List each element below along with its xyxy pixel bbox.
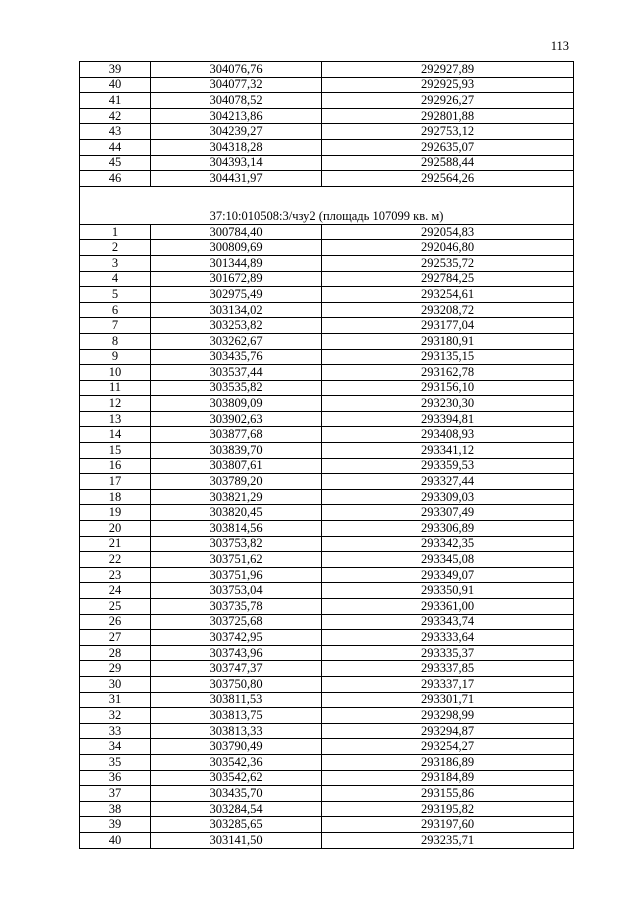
coord-y: 293350,91 bbox=[322, 583, 574, 599]
table-row bbox=[80, 365, 574, 381]
point-number: 32 bbox=[80, 708, 151, 724]
coord-y: 293337,17 bbox=[322, 676, 574, 692]
point-number: 20 bbox=[80, 521, 151, 537]
table-row bbox=[80, 754, 574, 770]
page-number: 113 bbox=[550, 39, 569, 53]
coord-x: 303753,82 bbox=[151, 536, 322, 552]
table-row bbox=[80, 155, 574, 171]
point-number: 40 bbox=[80, 77, 151, 93]
coord-x: 303747,37 bbox=[151, 661, 322, 677]
section-header bbox=[80, 186, 574, 224]
coord-y: 293162,78 bbox=[322, 365, 574, 381]
point-number: 37 bbox=[80, 786, 151, 802]
point-number: 40 bbox=[80, 832, 151, 848]
coord-x: 303790,49 bbox=[151, 739, 322, 755]
coord-x: 303735,78 bbox=[151, 599, 322, 615]
coord-y: 292753,12 bbox=[322, 124, 574, 140]
point-number: 43 bbox=[80, 124, 151, 140]
table-row bbox=[80, 224, 574, 240]
table-row bbox=[80, 318, 574, 334]
coord-x: 304076,76 bbox=[151, 62, 322, 78]
point-number: 27 bbox=[80, 630, 151, 646]
coord-y: 293327,44 bbox=[322, 474, 574, 490]
coord-x: 304318,28 bbox=[151, 139, 322, 155]
table-row bbox=[80, 801, 574, 817]
coord-x: 304213,86 bbox=[151, 108, 322, 124]
table-row bbox=[80, 93, 574, 109]
coord-x: 304239,27 bbox=[151, 124, 322, 140]
point-number: 13 bbox=[80, 411, 151, 427]
point-number: 25 bbox=[80, 599, 151, 615]
point-number: 29 bbox=[80, 661, 151, 677]
point-number: 30 bbox=[80, 676, 151, 692]
table-row bbox=[80, 271, 574, 287]
table-row bbox=[80, 567, 574, 583]
point-number: 21 bbox=[80, 536, 151, 552]
coord-y: 293359,53 bbox=[322, 458, 574, 474]
table-row bbox=[80, 786, 574, 802]
section-row bbox=[80, 186, 574, 224]
coord-y: 293254,27 bbox=[322, 739, 574, 755]
table-row bbox=[80, 832, 574, 848]
point-number: 31 bbox=[80, 692, 151, 708]
coord-x: 304431,97 bbox=[151, 171, 322, 187]
table-row bbox=[80, 614, 574, 630]
point-number: 12 bbox=[80, 396, 151, 412]
point-number: 14 bbox=[80, 427, 151, 443]
point-number: 10 bbox=[80, 365, 151, 381]
coord-x: 303134,02 bbox=[151, 302, 322, 318]
coord-x: 300784,40 bbox=[151, 224, 322, 240]
coord-x: 303811,53 bbox=[151, 692, 322, 708]
point-number: 23 bbox=[80, 567, 151, 583]
coord-y: 293254,61 bbox=[322, 287, 574, 303]
point-number: 38 bbox=[80, 801, 151, 817]
point-number: 17 bbox=[80, 474, 151, 490]
point-number: 1 bbox=[80, 224, 151, 240]
coord-y: 293180,91 bbox=[322, 333, 574, 349]
table-row bbox=[80, 817, 574, 833]
table-row bbox=[80, 124, 574, 140]
coord-x: 301344,89 bbox=[151, 255, 322, 271]
coord-x: 303751,96 bbox=[151, 567, 322, 583]
coord-x: 303435,70 bbox=[151, 786, 322, 802]
table-row bbox=[80, 489, 574, 505]
coordinates-table bbox=[79, 61, 574, 849]
coord-x: 303542,62 bbox=[151, 770, 322, 786]
coord-x: 303284,54 bbox=[151, 801, 322, 817]
coord-y: 292927,89 bbox=[322, 62, 574, 78]
table-row bbox=[80, 552, 574, 568]
table-row bbox=[80, 505, 574, 521]
point-number: 4 bbox=[80, 271, 151, 287]
coord-x: 303725,68 bbox=[151, 614, 322, 630]
coord-y: 293294,87 bbox=[322, 723, 574, 739]
table-row bbox=[80, 661, 574, 677]
table-row bbox=[80, 599, 574, 615]
coord-x: 303535,82 bbox=[151, 380, 322, 396]
point-number: 26 bbox=[80, 614, 151, 630]
coord-y: 293408,93 bbox=[322, 427, 574, 443]
coord-x: 303821,29 bbox=[151, 489, 322, 505]
point-number: 3 bbox=[80, 255, 151, 271]
point-number: 9 bbox=[80, 349, 151, 365]
coord-x: 303537,44 bbox=[151, 365, 322, 381]
coord-y: 292588,44 bbox=[322, 155, 574, 171]
point-number: 36 bbox=[80, 770, 151, 786]
coord-y: 293235,71 bbox=[322, 832, 574, 848]
coord-x: 302975,49 bbox=[151, 287, 322, 303]
coord-y: 293341,12 bbox=[322, 443, 574, 459]
coord-y: 292564,26 bbox=[322, 171, 574, 187]
table-row bbox=[80, 411, 574, 427]
coord-y: 293298,99 bbox=[322, 708, 574, 724]
table-row bbox=[80, 521, 574, 537]
table-row bbox=[80, 770, 574, 786]
coord-y: 293155,86 bbox=[322, 786, 574, 802]
coord-y: 292535,72 bbox=[322, 255, 574, 271]
coord-x: 300809,69 bbox=[151, 240, 322, 256]
table-row bbox=[80, 108, 574, 124]
table-row bbox=[80, 474, 574, 490]
point-number: 41 bbox=[80, 93, 151, 109]
table-row bbox=[80, 396, 574, 412]
coord-y: 292784,25 bbox=[322, 271, 574, 287]
coord-y: 293309,03 bbox=[322, 489, 574, 505]
coord-y: 292925,93 bbox=[322, 77, 574, 93]
coord-y: 293197,60 bbox=[322, 817, 574, 833]
coord-x: 304078,52 bbox=[151, 93, 322, 109]
point-number: 44 bbox=[80, 139, 151, 155]
coord-y: 292635,07 bbox=[322, 139, 574, 155]
point-number: 18 bbox=[80, 489, 151, 505]
coord-y: 293394,81 bbox=[322, 411, 574, 427]
coord-x: 301672,89 bbox=[151, 271, 322, 287]
point-number: 28 bbox=[80, 645, 151, 661]
section-title: 37:10:010508:3/чзу2 (площадь 107099 кв. м) bbox=[80, 186, 574, 224]
table-row bbox=[80, 171, 574, 187]
coord-y: 293230,30 bbox=[322, 396, 574, 412]
coord-x: 303262,67 bbox=[151, 333, 322, 349]
coord-y: 293307,49 bbox=[322, 505, 574, 521]
coord-y: 293301,71 bbox=[322, 692, 574, 708]
table-row bbox=[80, 692, 574, 708]
table-row bbox=[80, 302, 574, 318]
coord-x: 303253,82 bbox=[151, 318, 322, 334]
table-row bbox=[80, 739, 574, 755]
coord-y: 293335,37 bbox=[322, 645, 574, 661]
coord-y: 293361,00 bbox=[322, 599, 574, 615]
point-number: 42 bbox=[80, 108, 151, 124]
table-row bbox=[80, 708, 574, 724]
point-number: 7 bbox=[80, 318, 151, 334]
coord-x: 303750,80 bbox=[151, 676, 322, 692]
coord-y: 293177,04 bbox=[322, 318, 574, 334]
coord-x: 303813,75 bbox=[151, 708, 322, 724]
coord-x: 303435,76 bbox=[151, 349, 322, 365]
table-row bbox=[80, 333, 574, 349]
table-row bbox=[80, 62, 574, 78]
coord-x: 303813,33 bbox=[151, 723, 322, 739]
coord-y: 293306,89 bbox=[322, 521, 574, 537]
point-number: 6 bbox=[80, 302, 151, 318]
table-row bbox=[80, 630, 574, 646]
point-number: 46 bbox=[80, 171, 151, 187]
coord-y: 293345,08 bbox=[322, 552, 574, 568]
point-number: 19 bbox=[80, 505, 151, 521]
point-number: 35 bbox=[80, 754, 151, 770]
coordinates-table-bottom bbox=[80, 224, 574, 848]
coord-x: 303753,04 bbox=[151, 583, 322, 599]
table-row bbox=[80, 645, 574, 661]
table-row bbox=[80, 723, 574, 739]
point-number: 33 bbox=[80, 723, 151, 739]
coord-y: 292046,80 bbox=[322, 240, 574, 256]
table-row bbox=[80, 287, 574, 303]
coord-y: 293333,64 bbox=[322, 630, 574, 646]
coord-y: 293349,07 bbox=[322, 567, 574, 583]
table-row bbox=[80, 380, 574, 396]
table-row bbox=[80, 443, 574, 459]
table-row bbox=[80, 427, 574, 443]
coord-x: 304077,32 bbox=[151, 77, 322, 93]
coord-x: 303877,68 bbox=[151, 427, 322, 443]
coord-y: 293156,10 bbox=[322, 380, 574, 396]
point-number: 11 bbox=[80, 380, 151, 396]
coord-x: 303902,63 bbox=[151, 411, 322, 427]
coord-y: 293343,74 bbox=[322, 614, 574, 630]
coord-x: 303285,65 bbox=[151, 817, 322, 833]
coord-x: 303809,09 bbox=[151, 396, 322, 412]
point-number: 34 bbox=[80, 739, 151, 755]
coordinates-table-top bbox=[80, 62, 574, 187]
coord-y: 292926,27 bbox=[322, 93, 574, 109]
table-row bbox=[80, 139, 574, 155]
table-row bbox=[80, 676, 574, 692]
coord-x: 303839,70 bbox=[151, 443, 322, 459]
coord-x: 303743,96 bbox=[151, 645, 322, 661]
point-number: 8 bbox=[80, 333, 151, 349]
table-row bbox=[80, 349, 574, 365]
table-row bbox=[80, 536, 574, 552]
coord-x: 303742,95 bbox=[151, 630, 322, 646]
point-number: 24 bbox=[80, 583, 151, 599]
coord-y: 292054,83 bbox=[322, 224, 574, 240]
coord-y: 293195,82 bbox=[322, 801, 574, 817]
coord-x: 304393,14 bbox=[151, 155, 322, 171]
coord-y: 293184,89 bbox=[322, 770, 574, 786]
coord-x: 303542,36 bbox=[151, 754, 322, 770]
coord-x: 303141,50 bbox=[151, 832, 322, 848]
coord-y: 293135,15 bbox=[322, 349, 574, 365]
coord-x: 303820,45 bbox=[151, 505, 322, 521]
point-number: 39 bbox=[80, 817, 151, 833]
coord-x: 303751,62 bbox=[151, 552, 322, 568]
coord-y: 293342,35 bbox=[322, 536, 574, 552]
table-row bbox=[80, 255, 574, 271]
point-number: 2 bbox=[80, 240, 151, 256]
coord-x: 303814,56 bbox=[151, 521, 322, 537]
coord-y: 293208,72 bbox=[322, 302, 574, 318]
point-number: 16 bbox=[80, 458, 151, 474]
coord-y: 292801,88 bbox=[322, 108, 574, 124]
coord-y: 293337,85 bbox=[322, 661, 574, 677]
coord-x: 303789,20 bbox=[151, 474, 322, 490]
point-number: 45 bbox=[80, 155, 151, 171]
table-row bbox=[80, 240, 574, 256]
point-number: 15 bbox=[80, 443, 151, 459]
coord-y: 293186,89 bbox=[322, 754, 574, 770]
point-number: 39 bbox=[80, 62, 151, 78]
coord-x: 303807,61 bbox=[151, 458, 322, 474]
table-row bbox=[80, 583, 574, 599]
table-row bbox=[80, 77, 574, 93]
point-number: 5 bbox=[80, 287, 151, 303]
table-row bbox=[80, 458, 574, 474]
point-number: 22 bbox=[80, 552, 151, 568]
